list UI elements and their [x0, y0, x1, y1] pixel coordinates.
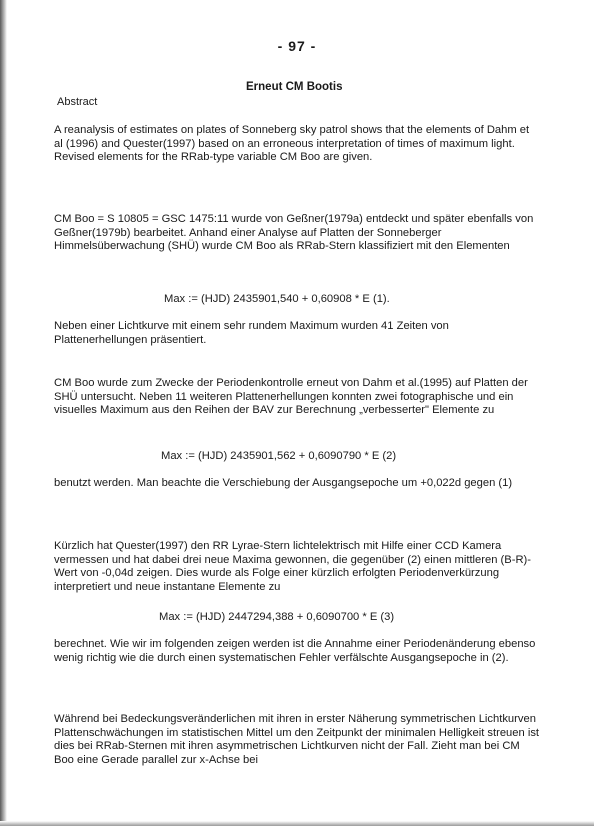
formula-1: Max := (HJD) 2435901,540 + 0,60908 * E (1). — [164, 293, 390, 305]
paragraph-1: CM Boo = S 10805 = GSC 1475:11 wurde von Geßner(1979a) entdeckt und später ebenfalls von Geßner(1979b) bearbeitet. Anhand einer Analyse auf Platten der Sonneberger Himmelsüberwachung (SHÜ) wurde CM Boo als RRab-Stern klassifiziert mit den Elementen — [54, 213, 534, 253]
article-title: Erneut CM Bootis — [246, 81, 343, 93]
abstract-text: A reanalysis of estimates on plates of Sonneberg sky patrol shows that the elements of Dahm et al (1996) and Quester(1997) based on an erroneous interpretation of times of maximum light. Revised elements for the RRab-type variable CM Boo are given. — [54, 124, 530, 164]
paragraph-5: Kürzlich hat Quester(1997) den RR Lyrae-Stern lichtelektrisch mit Hilfe einer CCD Kamera vermessen und hat dabei drei neue Maxima gewonnen, die gegenüber (2) einen mittleren (B-R)-Wert von -0,04d zeigen. Dies wurde als Folge einer kürzlich erfolgten Periodenverkürzung interpretiert und neue instantane Elemente zu — [54, 540, 531, 593]
paragraph-4: benutzt werden. Man beachte die Verschiebung der Ausgangsepoche um +0,022d gegen (1) — [54, 477, 513, 489]
paragraph-3: CM Boo wurde zum Zwecke der Periodenkontrolle erneut von Dahm et al.(1995) auf Platten der SHÜ untersucht. Neben 11 weiteren Plattenerhellungen konnten zwei fotographische und ein visuelles Maximum aus den Reihen der BAV zur Berechnung „verbesserter" Elemente zu — [54, 377, 528, 417]
paragraph-7: Während bei Bedeckungsveränderlichen mit ihren in erster Näherung symmetrischen Lichtkurven Plattenschwächungen im statistischen Mittel um den Zeitpunkt der minimalen Helligkeit streuen ist dies bei RRab-Sternen mit ihren asymmetrischen Lichtkurven nicht der Fall. Zieht man bei CM Boo eine Gerade parallel zur x-Achse bei — [54, 713, 540, 766]
scan-edge-left — [0, 0, 7, 826]
paragraph-2: Neben einer Lichtkurve mit einem sehr rundem Maximum wurden 41 Zeiten von Plattenerhellungen präsentiert. — [54, 320, 449, 346]
page-number: - 97 - — [277, 38, 317, 54]
abstract-heading: Abstract — [57, 96, 98, 108]
formula-3: Max := (HJD) 2447294,388 + 0,6090700 * E (3) — [159, 611, 395, 623]
scan-edge-bottom — [0, 821, 594, 826]
formula-2: Max := (HJD) 2435901,562 + 0,6090790 * E (2) — [161, 450, 397, 462]
paragraph-6: berechnet. Wie wir im folgenden zeigen werden ist die Annahme einer Periodenänderung ebenso wenig richtig wie die durch einen systematischen Fehler verfälschte Ausgangsepoche in (2). — [54, 638, 536, 664]
